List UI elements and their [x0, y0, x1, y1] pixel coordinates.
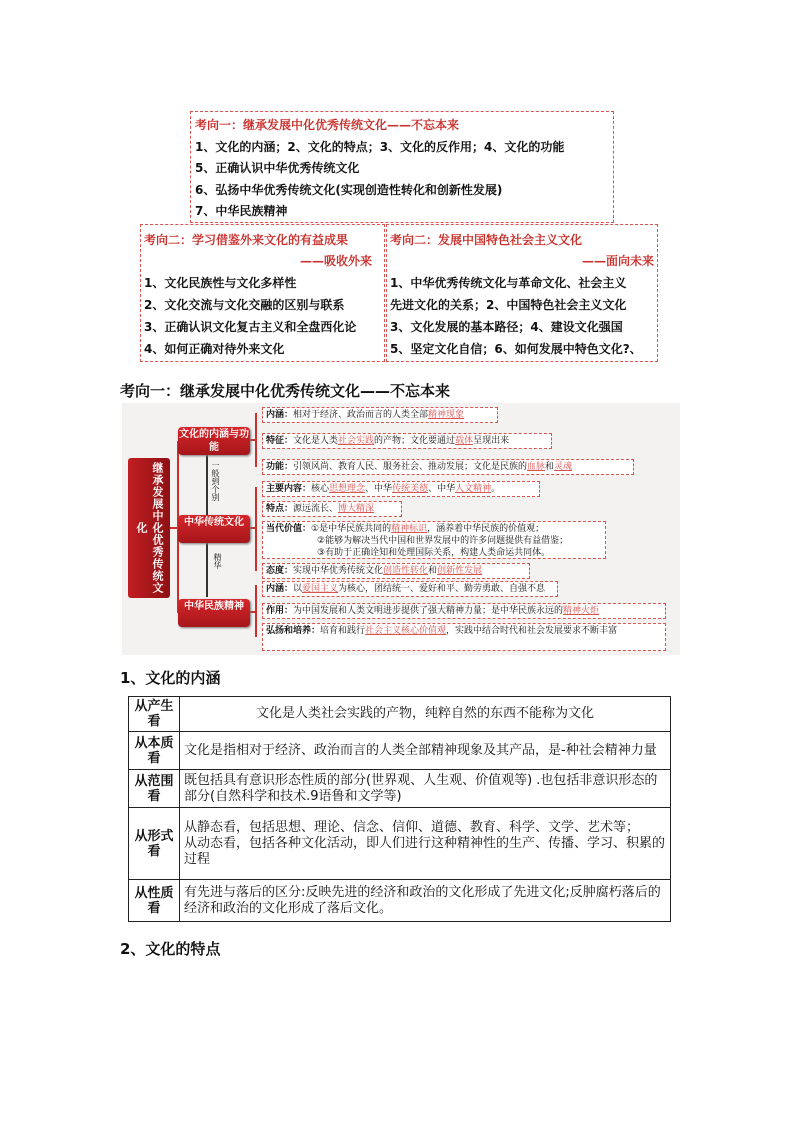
table-key: 从范围看	[129, 770, 180, 808]
outline-right-item: 5、坚定文化自信；6、如何发展中特色文化?、	[390, 342, 642, 356]
outline-left-item: 4、如何正确对待外来文化	[144, 342, 285, 356]
outline-left-item: 2、文化交流与文化交融的区别与联系	[144, 298, 345, 312]
mind-map	[122, 403, 680, 655]
mindmap-box: 弘扬和培养：培育和践行社会主义核心价值观，实践中结合时代和社会发展要求不断丰富	[262, 623, 666, 651]
table-key: 从产生看	[129, 697, 180, 732]
outline-left-title: 考向二：学习借鉴外来文化的有益成果	[144, 233, 349, 247]
outline-right-item: 3、文化发展的基本路径；4、建设文化强国	[390, 320, 623, 334]
outline-right-title: 考向二：发展中国特色社会主义文化	[390, 233, 583, 247]
mindmap-box: 特点：源远流长、博大精深	[262, 501, 402, 517]
outline-top-item: 7、中华民族精神	[195, 204, 288, 218]
mindmap-box: 态度：实现中华优秀传统文化创造性转化和创新性发展	[262, 563, 530, 579]
mindmap-box: 作用：为中国发展和人类文明进步提供了强大精神力量；是中华民族永远的精神火炬	[262, 603, 666, 619]
outline-right-item: 1、中华优秀传统文化与革命文化、社会主义	[390, 276, 627, 290]
table-value: 文化是人类社会实践的产物，纯粹自然的东西不能称为文化	[180, 697, 671, 732]
table-key: 从性质看	[129, 880, 180, 922]
table-key: 从形式看	[129, 808, 180, 880]
section-title: 考向一：继承发展中化优秀传统文化——不忘本来	[120, 382, 451, 400]
table-value: 文化是指相对于经济、政治而言的人类全部精神现象及其产品，是-种社会精神力量	[180, 732, 671, 770]
section-title: 2、文化的特点	[120, 940, 221, 958]
section-title: 1、文化的内涵	[120, 669, 221, 687]
mindmap-box: 当代价值：①是中华民族共同的精神标识，涵养着中华民族的价值观； ②能够为解决当代中国和世界发展中的许多问题提供有益借鉴； ③有助于正确诠知和处理国际关系，构建人类命运共同体。	[262, 521, 606, 559]
mindmap-node-culture: 文化的内涵与功能	[179, 429, 249, 453]
outline-left-item: 1、文化民族性与文化多样性	[144, 276, 297, 290]
culture-meaning-table	[128, 696, 671, 922]
mindmap-box: 内涵：相对于经济、政治而言的人类全部精神现象	[262, 407, 498, 423]
table-value: 从静态看，包括思想、理论、信念、信仰、道德、教育、科学、文学、艺术等； 从动态看，包括各种文化活动，即人们进行这种精神性的生产、传播、学习、积累的过程	[180, 808, 671, 880]
mindmap-node-traditional: 中华传统文化	[178, 515, 250, 543]
outline-top-item: 6、弘扬中华优秀传统文化(实现创造性转化和创新性发展)	[195, 183, 503, 197]
outline-left-subtitle: ——吸收外来	[300, 254, 373, 268]
mindmap-node-spirit: 中华民族精神	[178, 599, 250, 627]
mindmap-box: 主要内容：核心思想理念、中华传统美德、中华人文精神。	[262, 481, 540, 497]
mindmap-box: 功能：引领风尚、教育人民、服务社会、推动发展；文化是民族的血脉和灵魂	[262, 459, 634, 475]
mindmap-box: 内涵：以爱国主义为核心，团结统一、爱好和平、勤劳勇敢、自强不息	[262, 581, 558, 597]
table-value: 既包括具有意识形态性质的部分(世界观、人生观、价值观等) .也包括非意识形态的部分(自然科学和技术.9语鲁和文学等)	[180, 770, 671, 808]
connector-label: 精华	[213, 553, 222, 569]
table-key: 从本质看	[129, 732, 180, 770]
outline-top-title: 考向一：继承发展中化优秀传统文化——不忘本来	[195, 118, 460, 132]
outline-top-item: 1、文化的内涵；2、文化的特点；3、文化的反作用；4、文化的功能	[195, 140, 565, 154]
connector-label: 一般到个别	[211, 461, 220, 501]
outline-top-item: 5、正确认识中华优秀传统文化	[195, 161, 360, 175]
outline-right-item: 先进文化的关系；2、中国特色社会主义文化	[390, 298, 627, 312]
table-value: 有先进与落后的区分:反映先进的经济和政治的文化形成了先进文化;反肿腐朽落后的经济和政治的文化形成了落后文化。	[180, 880, 671, 922]
mindmap-root: 继承发展中化优秀传统文化	[128, 458, 170, 598]
outline-left-item: 3、正确认识文化复古主义和全盘西化论	[144, 320, 357, 334]
mindmap-box: 特征：文化是人类社会实践的产物；文化要通过载体呈现出来	[262, 433, 552, 449]
outline-right-subtitle: ——面向未来	[582, 254, 655, 268]
